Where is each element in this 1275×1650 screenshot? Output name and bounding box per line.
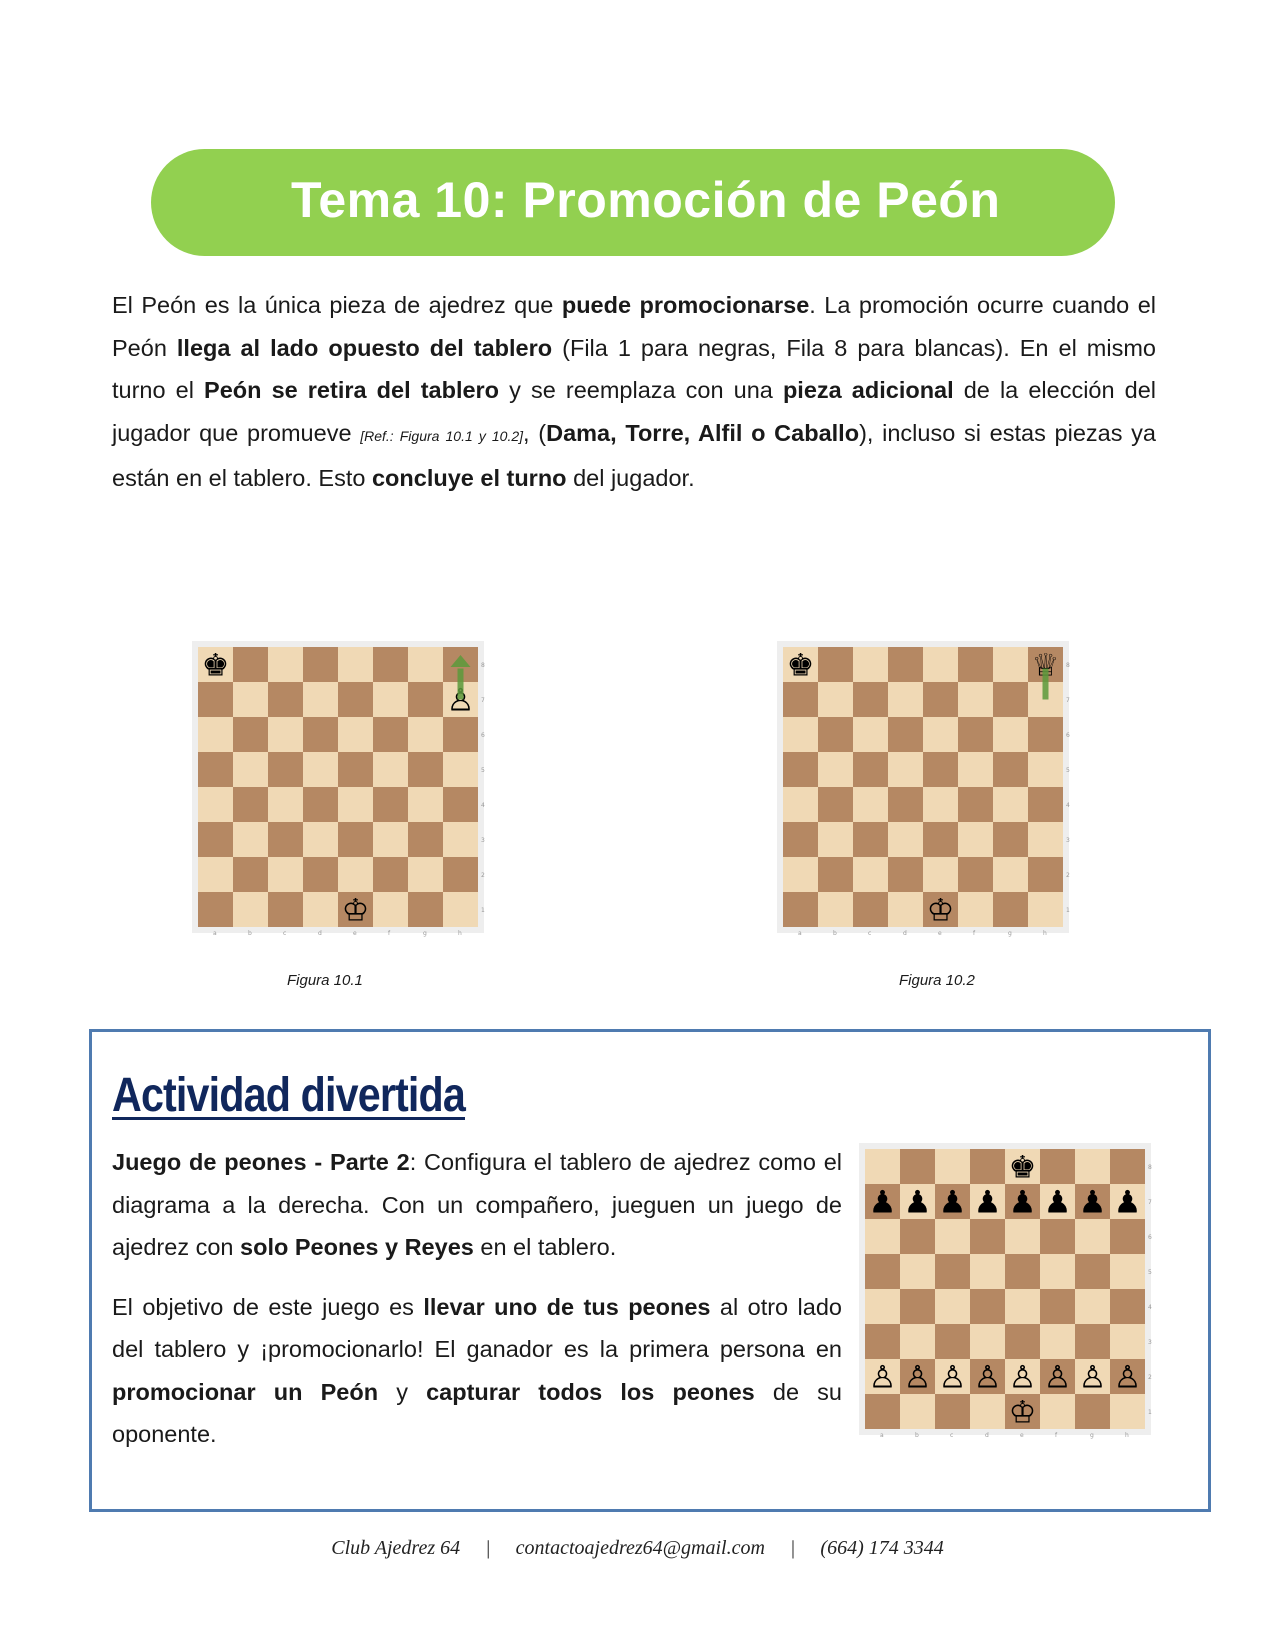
board-square: [373, 647, 408, 682]
board-square: [853, 717, 888, 752]
footer-email: contactoajedrez64@gmail.com: [515, 1537, 765, 1559]
file-label: a: [880, 1432, 884, 1439]
board-square: [935, 1324, 970, 1359]
rank-label: 1: [481, 907, 485, 914]
intro-text: El Peón es la única pieza de ajedrez que: [112, 292, 562, 318]
board-square: [970, 1219, 1005, 1254]
black-pawn-icon: ♟: [1113, 1184, 1142, 1221]
board-square: [935, 1149, 970, 1184]
activity-span: al otro lado del tablero y ¡promocionarlo! El ganador es la primera persona en: [112, 1293, 842, 1362]
board-square: [408, 717, 443, 752]
board-square: [783, 787, 818, 822]
board-square: [865, 1254, 900, 1289]
footer-separator: |: [485, 1537, 491, 1559]
white-pawn-icon: ♙: [903, 1359, 932, 1396]
board-square: [818, 752, 853, 787]
file-label: h: [458, 930, 462, 937]
white-pawn-icon: ♙: [868, 1359, 897, 1396]
title-banner: [151, 149, 1115, 256]
board-square: [1040, 1289, 1075, 1324]
rank-label: 2: [481, 872, 485, 879]
board-square: [268, 787, 303, 822]
board-square: [958, 822, 993, 857]
chessboard-svg: [859, 1143, 1152, 1439]
intro-bold: llega al lado opuesto del tablero: [176, 334, 553, 361]
board-square: [900, 1254, 935, 1289]
rank-label: 1: [1148, 1409, 1152, 1416]
file-label: h: [1043, 930, 1047, 937]
file-label: e: [353, 930, 357, 937]
rank-label: 6: [1148, 1234, 1152, 1241]
board-square: [958, 717, 993, 752]
board-square: [853, 892, 888, 927]
rank-label: 8: [481, 662, 485, 669]
board-square: [233, 857, 268, 892]
figure-caption: Figura 10.1: [287, 972, 363, 989]
board-square: [1075, 1394, 1110, 1429]
file-label: g: [1008, 930, 1012, 937]
board-square: [303, 822, 338, 857]
board-square: [900, 1289, 935, 1324]
board-square: [853, 647, 888, 682]
activity-bold: solo Peones y Reyes: [240, 1234, 474, 1260]
board-square: [1040, 1394, 1075, 1429]
board-square: [993, 682, 1028, 717]
board-square: [888, 892, 923, 927]
board-square: [865, 1149, 900, 1184]
board-square: [268, 752, 303, 787]
board-square: [1028, 752, 1063, 787]
board-square: [303, 752, 338, 787]
activity-paragraph: [112, 1286, 842, 1456]
white-king-icon: ♔: [341, 892, 370, 929]
footer: [0, 1537, 1275, 1560]
white-king-icon: ♔: [926, 892, 955, 929]
board-square: [338, 717, 373, 752]
board-square: [853, 682, 888, 717]
rank-label: 4: [481, 802, 485, 809]
rank-label: 8: [1066, 662, 1070, 669]
board-square: [303, 787, 338, 822]
board-square: [373, 752, 408, 787]
board-square: [818, 892, 853, 927]
board-square: [373, 717, 408, 752]
file-label: f: [1055, 1432, 1058, 1439]
chessboard-svg: [777, 641, 1070, 937]
rank-label: 2: [1148, 1374, 1152, 1381]
board-square: [923, 682, 958, 717]
board-square: [923, 717, 958, 752]
black-pawn-icon: ♟: [868, 1184, 897, 1221]
activity-bold: llevar uno de tus peones: [423, 1293, 711, 1320]
intro-text: de la elección del jugador que promueve: [112, 377, 1156, 446]
footer-separator: |: [789, 1537, 796, 1559]
board-square: [888, 752, 923, 787]
activity-span: en el tablero.: [473, 1234, 617, 1260]
board-square: [373, 822, 408, 857]
chess-diagram-figure-10-2: [777, 641, 1070, 937]
chessboard-svg: [192, 641, 485, 937]
board-square: [993, 752, 1028, 787]
board-square: [888, 682, 923, 717]
board-square: [233, 752, 268, 787]
board-square: [1028, 892, 1063, 927]
board-square: [993, 857, 1028, 892]
white-queen-icon: ♕: [1031, 647, 1060, 684]
board-square: [443, 857, 478, 892]
board-square: [408, 892, 443, 927]
activity-bold: Juego de peones - Parte 2: [112, 1149, 410, 1175]
board-square: [408, 822, 443, 857]
board-square: [373, 857, 408, 892]
board-square: [935, 1394, 970, 1429]
board-square: [958, 647, 993, 682]
board-square: [970, 1324, 1005, 1359]
board-square: [1075, 1254, 1110, 1289]
board-square: [268, 717, 303, 752]
board-square: [783, 892, 818, 927]
board-square: [1075, 1289, 1110, 1324]
rank-label: 3: [481, 837, 485, 844]
intro-text: , (: [523, 419, 547, 446]
board-square: [853, 857, 888, 892]
black-king-icon: ♚: [201, 647, 230, 684]
board-square: [783, 717, 818, 752]
board-square: [373, 892, 408, 927]
board-square: [198, 822, 233, 857]
board-square: [198, 787, 233, 822]
footer-club: Club Ajedrez 64: [331, 1537, 461, 1559]
white-pawn-icon: ♙: [1008, 1359, 1037, 1396]
board-square: [408, 787, 443, 822]
board-square: [865, 1219, 900, 1254]
activity-bold: promocionar un Peón: [112, 1378, 379, 1405]
board-square: [1005, 1289, 1040, 1324]
board-square: [268, 647, 303, 682]
board-square: [783, 822, 818, 857]
board-square: [853, 822, 888, 857]
intro-paragraph: [112, 284, 1156, 500]
board-square: [268, 682, 303, 717]
intro-text: y se reemplaza con una: [499, 377, 783, 403]
board-square: [853, 752, 888, 787]
board-square: [865, 1289, 900, 1324]
file-label: f: [973, 930, 976, 937]
board-square: [1028, 787, 1063, 822]
board-square: [268, 822, 303, 857]
board-square: [900, 1149, 935, 1184]
board-square: [958, 787, 993, 822]
board-square: [1075, 1219, 1110, 1254]
board-square: [408, 752, 443, 787]
board-square: [198, 717, 233, 752]
board-square: [443, 787, 478, 822]
board-square: [303, 857, 338, 892]
board-square: [198, 682, 233, 717]
board-square: [1040, 1219, 1075, 1254]
rank-label: 5: [1148, 1269, 1152, 1276]
activity-span: y: [378, 1378, 427, 1405]
board-square: [373, 682, 408, 717]
board-square: [1028, 822, 1063, 857]
board-square: [993, 787, 1028, 822]
board-square: [408, 857, 443, 892]
board-square: [923, 857, 958, 892]
board-square: [268, 857, 303, 892]
board-square: [818, 822, 853, 857]
board-square: [888, 717, 923, 752]
rank-label: 3: [1148, 1339, 1152, 1346]
board-square: [853, 787, 888, 822]
board-square: [935, 1219, 970, 1254]
board-square: [338, 682, 373, 717]
file-label: g: [1090, 1432, 1094, 1439]
board-square: [198, 752, 233, 787]
black-pawn-icon: ♟: [1078, 1184, 1107, 1221]
rank-label: 4: [1066, 802, 1070, 809]
board-square: [993, 822, 1028, 857]
activity-paragraph: [112, 1141, 842, 1269]
board-square: [1005, 1219, 1040, 1254]
board-square: [865, 1324, 900, 1359]
board-square: [1110, 1394, 1145, 1429]
board-square: [198, 857, 233, 892]
board-square: [1028, 717, 1063, 752]
board-square: [338, 787, 373, 822]
board-square: [958, 752, 993, 787]
rank-label: 6: [1066, 732, 1070, 739]
board-square: [900, 1219, 935, 1254]
board-square: [373, 787, 408, 822]
board-square: [233, 822, 268, 857]
black-pawn-icon: ♟: [1043, 1184, 1072, 1221]
file-label: b: [915, 1432, 919, 1439]
board-square: [408, 647, 443, 682]
board-square: [818, 717, 853, 752]
board-square: [303, 647, 338, 682]
file-label: d: [318, 930, 322, 937]
board-square: [233, 647, 268, 682]
board-square: [970, 1289, 1005, 1324]
page-title: Tema 10: Promoción de Peón: [291, 172, 1001, 228]
activity-span: El objetivo de este juego es: [112, 1293, 424, 1320]
board-square: [1005, 1254, 1040, 1289]
board-square: [303, 892, 338, 927]
board-square: [1075, 1149, 1110, 1184]
board-square: [268, 892, 303, 927]
board-square: [818, 682, 853, 717]
black-pawn-icon: ♟: [1008, 1184, 1037, 1221]
board-square: [443, 717, 478, 752]
intro-text: (Fila 1 para negras, Fila 8 para blancas). En el mismo turno el: [112, 334, 1156, 403]
rank-label: 5: [481, 767, 485, 774]
black-pawn-icon: ♟: [938, 1184, 967, 1221]
file-label: e: [938, 930, 942, 937]
board-square: [993, 892, 1028, 927]
board-square: [443, 822, 478, 857]
board-square: [923, 787, 958, 822]
board-square: [970, 1394, 1005, 1429]
activity-text: [112, 1141, 842, 1456]
board-square: [888, 822, 923, 857]
board-square: [900, 1324, 935, 1359]
board-square: [1005, 1324, 1040, 1359]
board-square: [888, 787, 923, 822]
board-square: [198, 892, 233, 927]
board-square: [408, 682, 443, 717]
board-square: [783, 682, 818, 717]
board-square: [923, 752, 958, 787]
figure-caption: Figura 10.2: [899, 972, 975, 989]
chess-diagram-figure-10-1: [192, 641, 485, 937]
board-square: [970, 1254, 1005, 1289]
board-square: [1110, 1149, 1145, 1184]
file-label: c: [868, 930, 872, 937]
white-pawn-icon: ♙: [973, 1359, 1002, 1396]
board-square: [923, 822, 958, 857]
board-square: [783, 857, 818, 892]
board-square: [233, 717, 268, 752]
intro-bold: concluye el turno: [371, 465, 567, 491]
board-square: [818, 857, 853, 892]
rank-label: 1: [1066, 907, 1070, 914]
intro-bold: puede promocionarse: [561, 292, 810, 318]
board-square: [888, 857, 923, 892]
activity-span: de su oponente.: [112, 1378, 842, 1447]
board-square: [303, 682, 338, 717]
rank-label: 6: [481, 732, 485, 739]
board-square: [338, 822, 373, 857]
white-pawn-icon: ♙: [938, 1359, 967, 1396]
rank-label: 7: [1148, 1199, 1152, 1206]
white-pawn-icon: ♙: [1043, 1359, 1072, 1396]
board-square: [338, 647, 373, 682]
white-king-icon: ♔: [1008, 1394, 1037, 1431]
board-square: [935, 1254, 970, 1289]
white-pawn-icon: ♙: [1078, 1359, 1107, 1396]
board-square: [1110, 1289, 1145, 1324]
board-square: [1075, 1324, 1110, 1359]
board-square: [923, 647, 958, 682]
file-label: g: [423, 930, 427, 937]
board-square: [338, 752, 373, 787]
board-square: [865, 1394, 900, 1429]
black-pawn-icon: ♟: [973, 1184, 1002, 1221]
black-king-icon: ♚: [786, 647, 815, 684]
board-square: [818, 647, 853, 682]
activity-title: Actividad divertida: [112, 1069, 465, 1122]
intro-text: . La promoción ocurre cuando el Peón: [112, 292, 1156, 361]
board-square: [303, 717, 338, 752]
file-label: f: [388, 930, 391, 937]
file-label: e: [1020, 1432, 1024, 1439]
intro-bold: Dama, Torre, Alfil o Caballo: [546, 419, 860, 446]
board-square: [1110, 1324, 1145, 1359]
chess-diagram-pawn-game: [859, 1143, 1152, 1439]
file-label: d: [985, 1432, 989, 1439]
file-label: h: [1125, 1432, 1129, 1439]
board-square: [1040, 1149, 1075, 1184]
board-square: [935, 1289, 970, 1324]
footer-phone: (664) 174 3344: [820, 1537, 944, 1559]
board-square: [1110, 1254, 1145, 1289]
black-pawn-icon: ♟: [903, 1184, 932, 1221]
board-square: [443, 892, 478, 927]
file-label: c: [950, 1432, 954, 1439]
file-label: c: [283, 930, 287, 937]
file-label: d: [903, 930, 907, 937]
board-square: [900, 1394, 935, 1429]
board-square: [1110, 1219, 1145, 1254]
intro-bold: Peón se retira del tablero: [204, 377, 500, 403]
rank-label: 7: [481, 697, 485, 704]
board-square: [970, 1149, 1005, 1184]
white-pawn-icon: ♙: [446, 682, 475, 719]
board-square: [958, 682, 993, 717]
file-label: a: [213, 930, 217, 937]
file-label: b: [833, 930, 837, 937]
rank-label: 3: [1066, 837, 1070, 844]
board-square: [233, 787, 268, 822]
file-label: b: [248, 930, 252, 937]
board-square: [1028, 857, 1063, 892]
board-square: [888, 647, 923, 682]
board-square: [958, 892, 993, 927]
white-pawn-icon: ♙: [1113, 1359, 1142, 1396]
file-label: a: [798, 930, 802, 937]
rank-label: 2: [1066, 872, 1070, 879]
intro-text: del jugador.: [566, 465, 695, 491]
rank-label: 5: [1066, 767, 1070, 774]
intro-text: ), incluso si estas piezas ya están en el tablero. Esto: [112, 419, 1156, 491]
black-king-icon: ♚: [1008, 1149, 1037, 1186]
intro-bold: pieza adicional: [782, 377, 954, 403]
rank-label: 8: [1148, 1164, 1152, 1171]
board-square: [993, 647, 1028, 682]
board-square: [1040, 1324, 1075, 1359]
board-square: [338, 857, 373, 892]
activity-span: : Configura el tablero de ajedrez como el diagrama a la derecha. Con un compañero, jueguen un juego de ajedrez con: [112, 1149, 842, 1260]
board-square: [958, 857, 993, 892]
board-square: [993, 717, 1028, 752]
board-square: [443, 752, 478, 787]
board-square: [233, 682, 268, 717]
rank-label: 7: [1066, 697, 1070, 704]
board-square: [1040, 1254, 1075, 1289]
board-square: [233, 892, 268, 927]
rank-label: 4: [1148, 1304, 1152, 1311]
board-square: [818, 787, 853, 822]
figure-reference: [Ref.: Figura 10.1 y 10.2]: [360, 427, 524, 444]
board-square: [783, 752, 818, 787]
activity-bold: capturar todos los peones: [426, 1378, 755, 1405]
